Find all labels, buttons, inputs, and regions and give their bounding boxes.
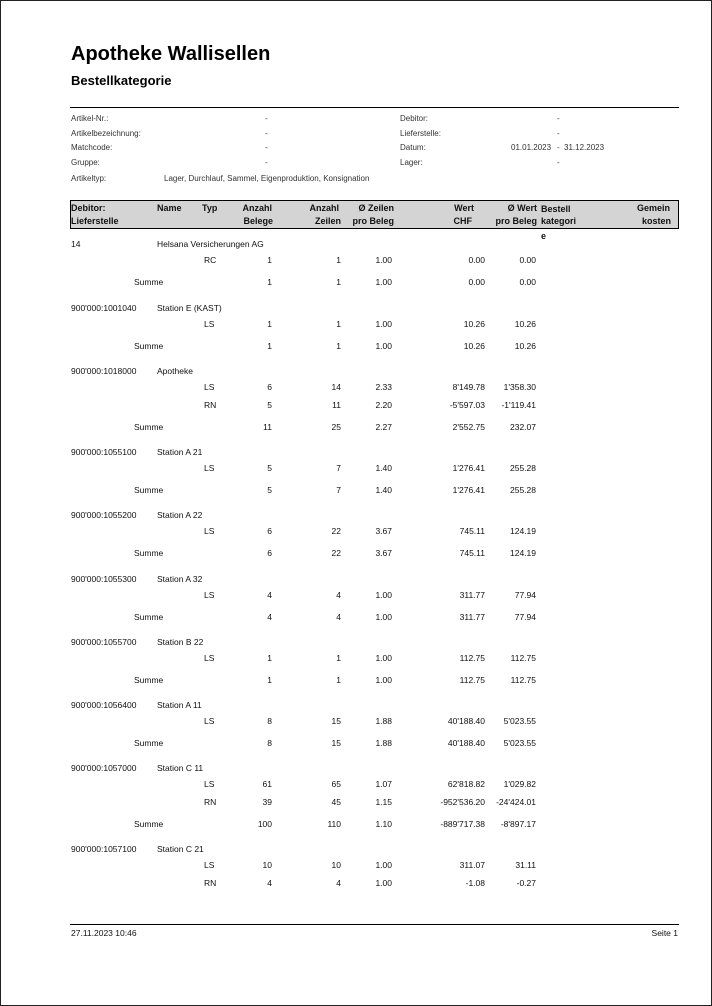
row-zeilen: 1	[336, 653, 341, 663]
footer-page-number: Seite 1	[651, 928, 678, 938]
row-zeilen-pro-beleg: 1.00	[375, 319, 392, 329]
sum-wert: 745.11	[459, 548, 485, 558]
filter-label-matchcode: Matchcode:	[71, 143, 113, 152]
col-zeilen-line1: Anzahl	[309, 203, 339, 213]
filter-label-debitor: Debitor:	[400, 114, 429, 123]
filter-value-debitor: -	[557, 114, 560, 123]
row-typ: LS	[204, 779, 215, 789]
col-typ: Typ	[202, 203, 218, 213]
col-bestellkategorie-line1: Bestell	[541, 204, 571, 214]
sum-label: Summe	[134, 548, 164, 558]
row-wert-pro-beleg: 5'023.55	[503, 716, 536, 726]
row-wert: -952'536.20	[440, 797, 485, 807]
row-wert: -5'597.03	[449, 400, 485, 410]
sum-belege: 8	[267, 738, 272, 748]
row-belege: 5	[267, 400, 272, 410]
row-wert-pro-beleg: -1'119.41	[501, 400, 536, 410]
filter-value-datum-from: 01.01.2023	[511, 143, 552, 152]
row-belege: 61	[262, 779, 272, 789]
row-wert-pro-beleg: 1'029.82	[503, 779, 536, 789]
group-name: Station C 11	[157, 763, 204, 773]
row-belege: 4	[267, 590, 272, 600]
row-zeilen-pro-beleg: 1.00	[375, 878, 392, 888]
col-debitor-line2: Lieferstelle	[71, 216, 119, 226]
row-wert: 10.26	[463, 319, 485, 329]
filter-value-artikel-nr: -	[265, 114, 268, 123]
row-wert-pro-beleg: 255.28	[510, 463, 536, 473]
col-belege-line2: Belege	[243, 216, 273, 226]
row-wert: 311.77	[459, 590, 485, 600]
row-wert-pro-beleg: 0.00	[519, 255, 536, 265]
col-wert-line2: CHF	[453, 216, 472, 226]
group-debitor-id: 900'000:1057100	[71, 844, 137, 854]
sum-wert-pro-beleg: 255.28	[510, 485, 536, 495]
row-typ: LS	[204, 860, 215, 870]
row-wert: 8'149.78	[452, 382, 485, 392]
sum-wert-pro-beleg: 112.75	[510, 675, 536, 685]
col-wpb-line1: Ø Wert	[507, 203, 537, 213]
sum-zeilen: 25	[331, 422, 341, 432]
group-name: Station A 32	[157, 574, 203, 584]
sum-wert: 311.77	[459, 612, 485, 622]
group-name: Station A 21	[157, 447, 203, 457]
group-debitor-id: 900'000:1055100	[71, 447, 137, 457]
filter-label-artikelbezeichnung: Artikelbezeichnung:	[71, 129, 141, 138]
sum-zeilen: 22	[331, 548, 341, 558]
sum-belege: 6	[267, 548, 272, 558]
col-wert-line1: Wert	[454, 203, 474, 213]
filter-label-lager: Lager:	[400, 158, 423, 167]
row-typ: LS	[204, 382, 215, 392]
row-typ: LS	[204, 526, 215, 536]
row-belege: 5	[267, 463, 272, 473]
filter-label-lieferstelle: Lieferstelle:	[400, 129, 441, 138]
group-debitor-id: 900'000:1001040	[71, 303, 137, 313]
group-debitor-id: 900'000:1018000	[71, 366, 137, 376]
row-zeilen-pro-beleg: 2.20	[375, 400, 392, 410]
row-zeilen: 11	[332, 400, 341, 410]
row-wert: -1.08	[465, 878, 485, 888]
footer-divider	[70, 924, 679, 925]
group-debitor-id: 900'000:1055300	[71, 574, 137, 584]
filter-label-artikel-nr: Artikel-Nr.:	[71, 114, 109, 123]
row-zeilen: 4	[336, 878, 341, 888]
sum-zeilen-pro-beleg: 2.27	[375, 422, 392, 432]
row-zeilen-pro-beleg: 1.88	[375, 716, 392, 726]
row-typ: LS	[204, 463, 215, 473]
sum-belege: 5	[267, 485, 272, 495]
sum-wert-pro-beleg: 124.19	[510, 548, 536, 558]
row-zeilen-pro-beleg: 2.33	[375, 382, 392, 392]
filter-value-datum-sep: -	[557, 143, 560, 152]
sum-label: Summe	[134, 738, 164, 748]
sum-wert: 112.75	[459, 675, 485, 685]
sum-label: Summe	[134, 341, 164, 351]
footer-timestamp: 27.11.2023 10:46	[71, 928, 137, 938]
sum-label: Summe	[134, 422, 164, 432]
row-belege: 39	[262, 797, 272, 807]
row-belege: 4	[267, 878, 272, 888]
group-debitor-id: 900'000:1055200	[71, 510, 137, 520]
row-zeilen-pro-beleg: 1.15	[375, 797, 392, 807]
row-zeilen: 1	[336, 319, 341, 329]
row-wert-pro-beleg: 1'358.30	[503, 382, 536, 392]
group-debitor-id: 14	[71, 239, 81, 249]
row-belege: 1	[267, 653, 272, 663]
row-wert: 62'818.82	[447, 779, 485, 789]
row-zeilen: 7	[336, 463, 341, 473]
row-typ: LS	[204, 716, 215, 726]
row-typ: LS	[204, 653, 215, 663]
row-zeilen-pro-beleg: 1.40	[375, 463, 392, 473]
group-debitor-id: 900'000:1055700	[71, 637, 137, 647]
row-zeilen-pro-beleg: 1.00	[375, 590, 392, 600]
group-name: Station A 11	[157, 700, 202, 710]
sum-zeilen: 1	[336, 675, 341, 685]
group-name: Helsana Versicherungen AG	[157, 239, 264, 249]
sum-label: Summe	[134, 675, 164, 685]
row-zeilen-pro-beleg: 1.00	[375, 255, 392, 265]
col-wpb-line2: pro Beleg	[495, 216, 537, 226]
row-wert: 40'188.40	[447, 716, 485, 726]
sum-label: Summe	[134, 485, 164, 495]
sum-zeilen-pro-beleg: 1.10	[375, 819, 392, 829]
sum-wert: 40'188.40	[447, 738, 485, 748]
group-name: Apotheke	[157, 366, 193, 376]
sum-zeilen-pro-beleg: 1.00	[375, 341, 392, 351]
sum-wert-pro-beleg: 77.94	[514, 612, 536, 622]
row-zeilen: 10	[331, 860, 341, 870]
row-zeilen-pro-beleg: 1.07	[375, 779, 392, 789]
row-zeilen: 22	[331, 526, 341, 536]
filter-value-artikeltyp: Lager, Durchlauf, Sammel, Eigenproduktion, Konsignation	[164, 174, 370, 183]
col-zeilen-line2: Zeilen	[314, 216, 341, 226]
sum-zeilen: 4	[336, 612, 341, 622]
sum-label: Summe	[134, 612, 164, 622]
group-debitor-id: 900'000:1057000	[71, 763, 137, 773]
row-wert: 0.00	[468, 255, 485, 265]
col-belege-line1: Anzahl	[242, 203, 272, 213]
sum-zeilen: 1	[336, 277, 341, 287]
sum-zeilen-pro-beleg: 1.88	[375, 738, 392, 748]
row-zeilen: 65	[331, 779, 341, 789]
row-wert: 745.11	[459, 526, 485, 536]
col-zpb-line1: Ø Zeilen	[358, 203, 394, 213]
row-wert-pro-beleg: 31.11	[515, 860, 536, 870]
row-zeilen: 14	[331, 382, 341, 392]
row-typ: RN	[204, 878, 217, 888]
sum-wert: 10.26	[463, 341, 485, 351]
sum-zeilen: 15	[331, 738, 341, 748]
report-subtitle: Bestellkategorie	[71, 73, 172, 88]
row-zeilen: 4	[336, 590, 341, 600]
row-typ: LS	[204, 319, 215, 329]
row-belege: 6	[267, 526, 272, 536]
row-typ: RN	[204, 400, 217, 410]
sum-belege: 1	[267, 277, 272, 287]
row-wert: 311.07	[459, 860, 485, 870]
row-typ: RC	[204, 255, 217, 265]
row-wert-pro-beleg: 112.75	[510, 653, 536, 663]
row-typ: LS	[204, 590, 215, 600]
row-belege: 1	[267, 319, 272, 329]
filter-value-artikelbezeichnung: -	[265, 129, 268, 138]
report-title: Apotheke Wallisellen	[71, 43, 271, 65]
group-name: Station E (KAST)	[157, 303, 222, 313]
filter-label-artikeltyp: Artikeltyp:	[71, 174, 107, 183]
col-debitor-line1: Debitor:	[71, 203, 106, 213]
sum-wert-pro-beleg: 0.00	[519, 277, 536, 287]
sum-label: Summe	[134, 277, 164, 287]
sum-zeilen-pro-beleg: 1.00	[375, 612, 392, 622]
row-zeilen-pro-beleg: 1.00	[375, 860, 392, 870]
row-wert-pro-beleg: -24'424.01	[496, 797, 536, 807]
row-zeilen-pro-beleg: 1.00	[375, 653, 392, 663]
col-gemeinkosten-line1: Gemein	[636, 203, 670, 213]
row-belege: 8	[267, 716, 272, 726]
row-wert-pro-beleg: 124.19	[510, 526, 536, 536]
sum-belege: 11	[263, 422, 272, 432]
filter-value-lager: -	[557, 158, 560, 167]
sum-wert-pro-beleg: -8'897.17	[500, 819, 536, 829]
sum-wert: 2'552.75	[452, 422, 485, 432]
row-belege: 1	[267, 255, 272, 265]
sum-belege: 1	[267, 675, 272, 685]
sum-zeilen-pro-beleg: 3.67	[375, 548, 392, 558]
sum-label: Summe	[134, 819, 164, 829]
table-header	[70, 200, 679, 229]
sum-belege: 4	[267, 612, 272, 622]
group-debitor-id: 900'000:1056400	[71, 700, 137, 710]
row-zeilen: 45	[331, 797, 341, 807]
col-bestellkategorie-line3: e	[541, 231, 547, 241]
row-belege: 6	[267, 382, 272, 392]
filter-value-matchcode: -	[265, 143, 268, 152]
row-wert: 112.75	[459, 653, 485, 663]
sum-zeilen: 1	[336, 341, 341, 351]
filter-value-gruppe: -	[265, 158, 268, 167]
col-zpb-line2: pro Beleg	[352, 216, 394, 226]
sum-zeilen-pro-beleg: 1.40	[375, 485, 392, 495]
sum-zeilen-pro-beleg: 1.00	[375, 277, 392, 287]
filter-label-datum: Datum:	[400, 143, 426, 152]
group-name: Station B 22	[157, 637, 204, 647]
row-zeilen: 15	[331, 716, 341, 726]
row-wert: 1'276.41	[452, 463, 485, 473]
sum-belege: 1	[267, 341, 272, 351]
filter-value-lieferstelle: -	[557, 129, 560, 138]
header-divider	[70, 107, 679, 108]
row-typ: RN	[204, 797, 217, 807]
row-zeilen: 1	[336, 255, 341, 265]
sum-zeilen-pro-beleg: 1.00	[375, 675, 392, 685]
row-wert-pro-beleg: 77.94	[514, 590, 536, 600]
sum-zeilen: 110	[327, 819, 341, 829]
row-belege: 10	[262, 860, 272, 870]
row-zeilen-pro-beleg: 3.67	[375, 526, 392, 536]
group-name: Station C 21	[157, 844, 204, 854]
col-name: Name	[157, 203, 182, 213]
sum-wert-pro-beleg: 232.07	[510, 422, 536, 432]
sum-wert: -889'717.38	[440, 819, 485, 829]
sum-zeilen: 7	[336, 485, 341, 495]
col-gemeinkosten-line2: kosten	[641, 216, 671, 226]
sum-wert-pro-beleg: 10.26	[514, 341, 536, 351]
col-bestellkategorie-line2: kategori	[541, 216, 577, 226]
group-name: Station A 22	[157, 510, 203, 520]
sum-wert: 0.00	[468, 277, 485, 287]
sum-wert-pro-beleg: 5'023.55	[503, 738, 536, 748]
row-wert-pro-beleg: 10.26	[514, 319, 536, 329]
row-wert-pro-beleg: -0.27	[516, 878, 536, 888]
sum-belege: 100	[257, 819, 272, 829]
filter-value-datum-to: 31.12.2023	[564, 143, 605, 152]
filter-label-gruppe: Gruppe:	[71, 158, 100, 167]
sum-wert: 1'276.41	[452, 485, 485, 495]
